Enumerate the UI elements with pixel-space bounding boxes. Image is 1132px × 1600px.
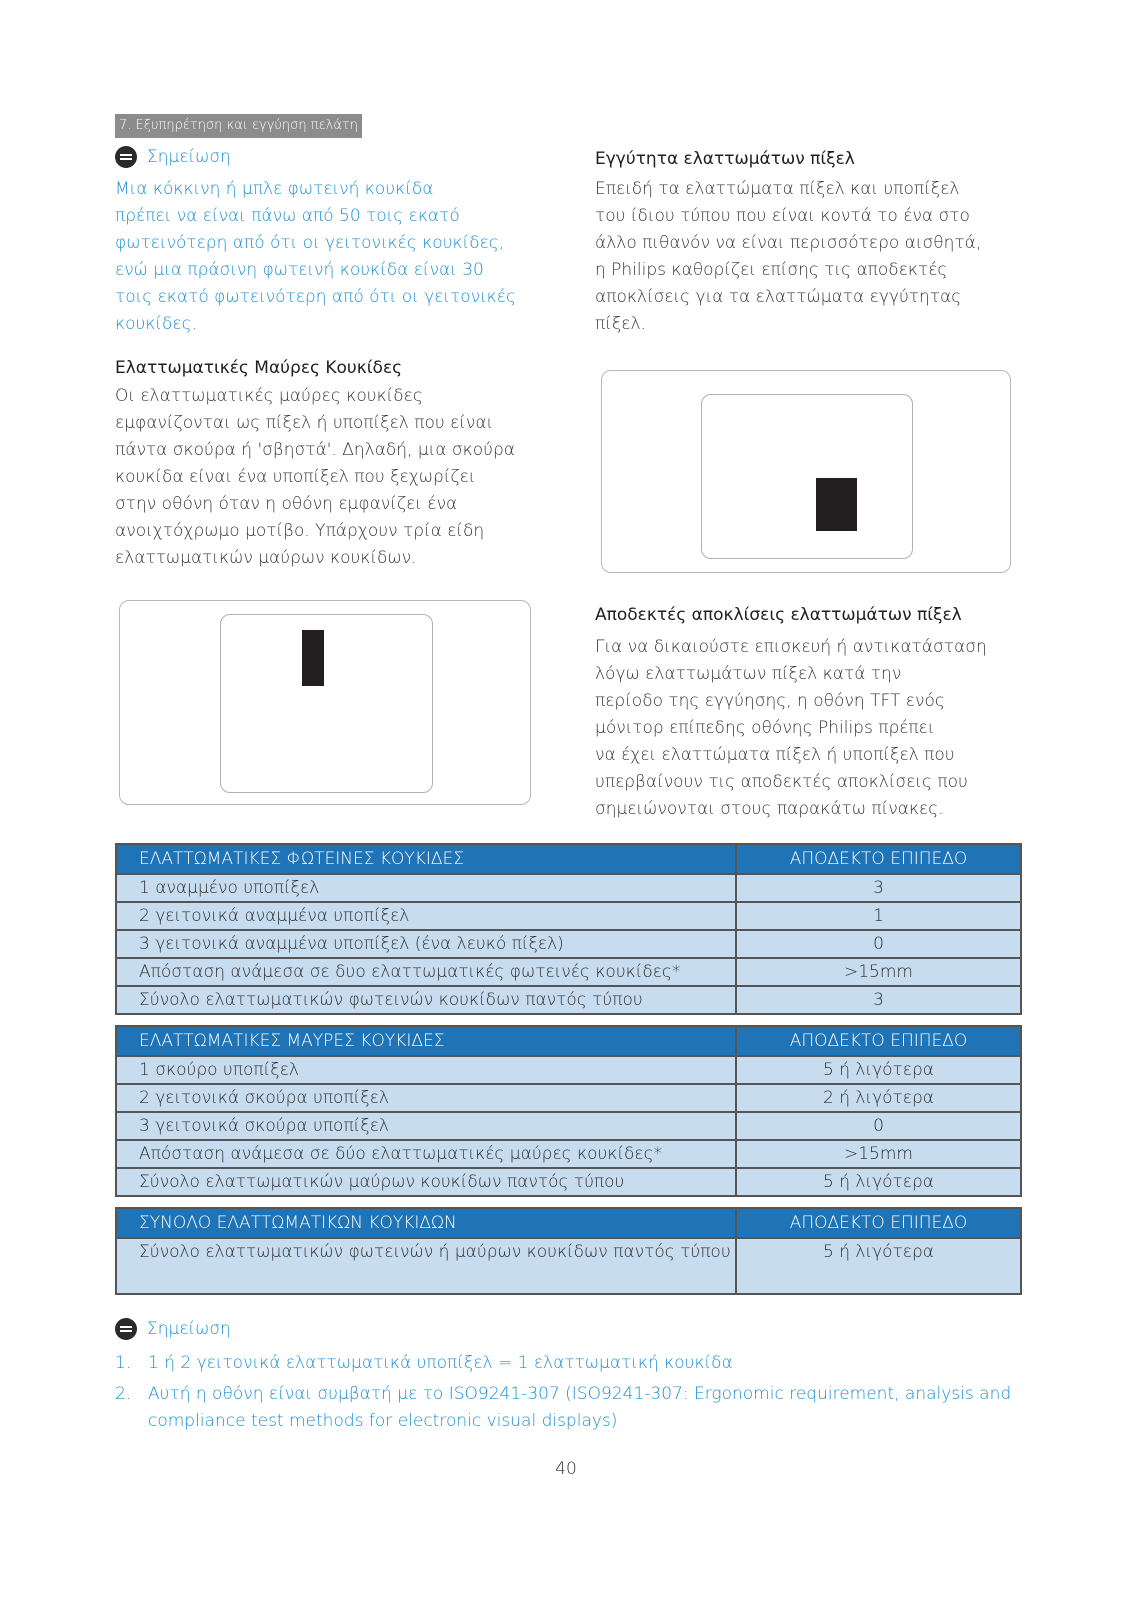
table-row	[116, 1112, 1021, 1140]
table-cell: 1 αναμμένο υποπίξελ	[116, 874, 736, 902]
paragraph-line: πίξελ.	[595, 314, 646, 334]
table-header-row	[116, 844, 1021, 874]
table-cell: 3 γειτονικά αναμμένα υποπίξελ (ένα λευκό πίξελ)	[116, 930, 736, 958]
proximity-paragraph	[595, 176, 1015, 338]
black-dots-heading: Ελαττωματικές Μαύρες Κουκίδες	[115, 358, 403, 378]
note-text	[115, 176, 555, 338]
total-dots-table	[115, 1207, 1022, 1295]
table-cell: 0	[736, 930, 1021, 958]
table-cell: 0	[736, 1112, 1021, 1140]
paragraph-line: Οι ελαττωματικές μαύρες κουκίδες	[115, 386, 423, 406]
table-header-cell: ΑΠΟΔΕΚΤΟ ΕΠΙΠΕΔΟ	[736, 844, 1021, 874]
bottom-note-heading	[115, 1318, 231, 1340]
table-cell: 3 γειτονικά σκούρα υποπίξελ	[116, 1112, 736, 1140]
paragraph-line: περίοδο της εγγύησης, η οθόνη TFT ενός	[595, 691, 945, 711]
proximity-heading: Εγγύτητα ελαττωμάτων πίξελ	[595, 149, 855, 169]
paragraph-line: μόνιτορ επίπεδης οθόνης Philips πρέπει	[595, 718, 935, 738]
paragraph-line: υπερβαίνουν τις αποδεκτές αποκλίσεις που	[595, 772, 968, 792]
paragraph-line: εμφανίζονται ως πίξελ ή υποπίξελ που είναι	[115, 413, 494, 433]
table-cell: 2 ή λιγότερα	[736, 1084, 1021, 1112]
table-header-row	[116, 1026, 1021, 1056]
paragraph-line: πάντα σκούρα ή 'σβηστά'. Δηλαδή, μια σκούρα	[115, 440, 515, 460]
paragraph-line: να έχει ελαττώματα πίξελ ή υποπίξελ που	[595, 745, 955, 765]
table-row	[116, 1168, 1021, 1196]
table-cell: Σύνολο ελαττωματικών φωτεινών κουκίδων παντός τύπου	[116, 986, 736, 1014]
table-cell: 2 γειτονικά σκούρα υποπίξελ	[116, 1084, 736, 1112]
paragraph-line: ελαττωματικών μαύρων κουκίδων.	[115, 548, 417, 568]
dark-pixel-mark	[816, 478, 857, 531]
table-row	[116, 986, 1021, 1014]
paragraph-line: κουκίδα είναι ένα υποπίξελ που ξεχωρίζει	[115, 467, 476, 487]
table-header-cell: ΑΠΟΔΕΚΤΟ ΕΠΙΠΕΔΟ	[736, 1208, 1021, 1238]
table-header-cell: ΑΠΟΔΕΚΤΟ ΕΠΙΠΕΔΟ	[736, 1026, 1021, 1056]
paragraph-line: Επειδή τα ελαττώματα πίξελ και υποπίξελ	[595, 179, 960, 199]
note-title: Σημείωση	[147, 147, 231, 167]
black-dots-table	[115, 1025, 1022, 1197]
table-cell: 3	[736, 874, 1021, 902]
table-cell: 2 γειτονικά αναμμένα υποπίξελ	[116, 902, 736, 930]
paragraph-line: αποκλίσεις για τα ελαττώματα εγγύτητας	[595, 287, 962, 307]
table-cell: Απόσταση ανάμεσα σε δύο ελαττωματικές μαύρες κουκίδες*	[116, 1140, 736, 1168]
table-row	[116, 1056, 1021, 1084]
table-header-cell: ΕΛΑΤΤΩΜΑΤΙΚΕΣ ΜΑΥΡΕΣ ΚΟΥΚΙΔΕΣ	[116, 1026, 736, 1056]
table-cell: 5 ή λιγότερα	[736, 1238, 1021, 1294]
table-cell: Σύνολο ελαττωματικών μαύρων κουκίδων παντός τύπου	[116, 1168, 736, 1196]
paragraph-line: ανοιχτόχρωμο μοτίβο. Υπάρχουν τρία είδη	[115, 521, 485, 541]
note-line: ενώ μια πράσινη φωτεινή κουκίδα είναι 30	[115, 260, 484, 280]
bright-dots-table	[115, 843, 1022, 1015]
paragraph-line: στην οθόνη όταν η οθόνη εμφανίζει ένα	[115, 494, 458, 514]
page-number: 40	[555, 1459, 577, 1479]
note-heading	[115, 146, 231, 168]
note-line: φωτεινότερη από ότι οι γειτονικές κουκίδες,	[115, 233, 505, 253]
table-cell: Σύνολο ελαττωματικών φωτεινών ή μαύρων κουκίδων παντός τύπου	[116, 1238, 736, 1294]
note-line: κουκίδες.	[115, 314, 197, 334]
section-tag: 7. Εξυπηρέτηση και εγγύηση πελάτη	[115, 114, 362, 138]
dark-subpixel-mark	[302, 630, 324, 686]
table-row	[116, 958, 1021, 986]
table-cell: 5 ή λιγότερα	[736, 1056, 1021, 1084]
screen-illustration	[220, 614, 433, 793]
table-header-cell: ΕΛΑΤΤΩΜΑΤΙΚΕΣ ΦΩΤΕΙΝΕΣ ΚΟΥΚΙΔΕΣ	[116, 844, 736, 874]
bottom-note-list	[115, 1350, 1020, 1439]
table-row	[116, 1140, 1021, 1168]
table-cell: 1 σκούρο υποπίξελ	[116, 1056, 736, 1084]
table-cell: 3	[736, 986, 1021, 1014]
table-header-row	[116, 1208, 1021, 1238]
tolerances-paragraph	[595, 634, 1020, 823]
table-cell: 5 ή λιγότερα	[736, 1168, 1021, 1196]
list-text: Αυτή η οθόνη είναι συμβατή με το ISO9241-307 (ISO9241-307: Ergonomic requirement, analysis and compliance test methods for electronic visual displays)	[148, 1384, 1012, 1431]
list-number: 2.	[115, 1384, 132, 1404]
table-cell: 1	[736, 902, 1021, 930]
list-item	[115, 1350, 1020, 1377]
list-number: 1.	[115, 1353, 132, 1373]
list-text: 1 ή 2 γειτονικά ελαττωματικά υποπίξελ = 1 ελαττωματική κουκίδα	[148, 1353, 733, 1373]
table-row	[116, 1238, 1021, 1294]
note-line: Μια κόκκινη ή μπλε φωτεινή κουκίδα	[115, 179, 434, 199]
paragraph-line: άλλο πιθανόν να είναι περισσότερο αισθητά,	[595, 233, 982, 253]
note-icon	[115, 1318, 137, 1340]
note-icon	[115, 146, 137, 168]
screen-illustration	[701, 394, 913, 559]
table-cell: >15mm	[736, 958, 1021, 986]
note-line: τοις εκατό φωτεινότερη από ότι οι γειτονικές	[115, 287, 516, 307]
note-title: Σημείωση	[147, 1319, 231, 1339]
table-row	[116, 1084, 1021, 1112]
table-cell: Απόσταση ανάμεσα σε δυο ελαττωματικές φωτεινές κουκίδες*	[116, 958, 736, 986]
table-row	[116, 902, 1021, 930]
table-row	[116, 874, 1021, 902]
table-cell: >15mm	[736, 1140, 1021, 1168]
paragraph-line: Για να δικαιούστε επισκευή ή αντικατάσταση	[595, 637, 987, 657]
paragraph-line: λόγω ελαττωμάτων πίξελ κατά την	[595, 664, 902, 684]
table-header-cell: ΣΥΝΟΛΟ ΕΛΑΤΤΩΜΑΤΙΚΩΝ ΚΟΥΚΙΔΩΝ	[116, 1208, 736, 1238]
paragraph-line: του ίδιου τύπου που είναι κοντά το ένα στο	[595, 206, 970, 226]
note-line: πρέπει να είναι πάνω από 50 τοις εκατό	[115, 206, 460, 226]
paragraph-line: σημειώνονται στους παρακάτω πίνακες.	[595, 799, 944, 819]
paragraph-line: η Philips καθορίζει επίσης τις αποδεκτές	[595, 260, 948, 280]
black-dots-paragraph	[115, 383, 555, 572]
tolerances-heading: Αποδεκτές αποκλίσεις ελαττωμάτων πίξελ	[595, 605, 962, 625]
list-item	[115, 1381, 1020, 1435]
table-row	[116, 930, 1021, 958]
